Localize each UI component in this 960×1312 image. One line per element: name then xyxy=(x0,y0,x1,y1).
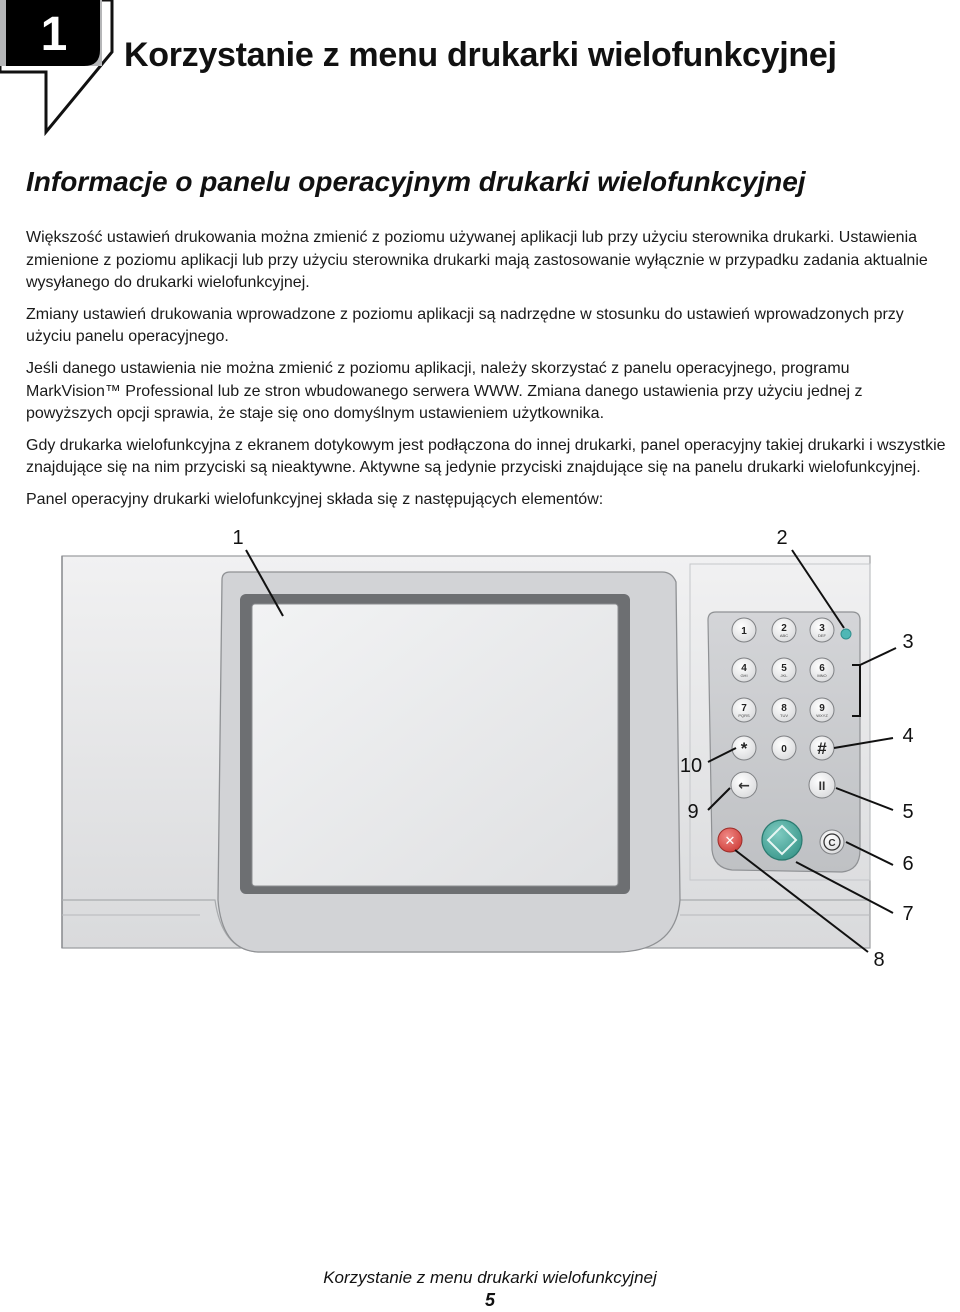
keypad-key-digit: 8 xyxy=(781,703,787,714)
start-button[interactable] xyxy=(762,820,802,860)
callout-2: 2 xyxy=(776,527,788,549)
keypad-key[interactable] xyxy=(732,698,756,722)
paragraph: Panel operacyjny drukarki wielofunkcyjnej składa się z następujących elementów: xyxy=(26,490,604,508)
stop-icon: ✕ xyxy=(724,834,736,849)
chapter-badge xyxy=(0,0,130,140)
callout-10: 10 xyxy=(679,755,703,777)
keypad-key-digit: 2 xyxy=(781,623,787,634)
keypad-key[interactable] xyxy=(732,658,756,682)
keypad-key-letters: TUV xyxy=(780,713,788,718)
callout-6: 6 xyxy=(902,853,914,875)
chapter-number: 1 xyxy=(40,8,68,61)
paragraph: Zmiany ustawień drukowania wprowadzone z poziomu aplikacji są nadrzędne w stosunku do ustawień wprowadzonych przy użyciu panelu operacyjnego. xyxy=(26,305,904,346)
keypad-key-letters: MNO xyxy=(817,673,827,678)
keypad-key-digit: 3 xyxy=(819,623,825,634)
keypad-key[interactable] xyxy=(810,698,834,722)
keypad-key[interactable] xyxy=(810,618,834,642)
keypad-key[interactable] xyxy=(810,736,834,760)
callout-3: 3 xyxy=(902,631,914,653)
keypad-key[interactable] xyxy=(772,736,796,760)
keypad-key-digit: * xyxy=(740,739,748,758)
pause-icon: II xyxy=(818,779,826,793)
paragraph: Większość ustawień drukowania można zmienić z poziomu używanej aplikacji lub przy użyciu sterownika drukarki. Ustawienia zmienione z poziomu aplikacji lub przy użyciu sterownika drukarki mają zastosowanie wyłącznie w przypadku zadania aktualnie wysyłanego do drukarki wielofunkcyjnej. xyxy=(26,229,928,292)
section-heading: Informacje o panelu operacyjnym drukarki wielofunkcyjnej xyxy=(26,166,806,197)
keypad-key-letters: JKL xyxy=(780,673,788,678)
pause-button[interactable] xyxy=(809,772,835,798)
keypad-key-digit: 0 xyxy=(781,744,787,755)
keypad-key-letters: WXYZ xyxy=(816,713,828,718)
chapter-title: Korzystanie z menu drukarki wielofunkcyjnej xyxy=(124,36,837,74)
indicator-light xyxy=(841,629,851,639)
keypad-key-letters: DEF xyxy=(818,633,826,638)
paragraph: Jeśli danego ustawienia nie można zmienić z poziomu aplikacji, należy skorzystać z panelu operacyjnego, programu MarkVision™ Professional lub ze stron wbudowanego serwera WWW. Zmiana danego ustawienia przy użyciu jednej z powyższych opcji sprawia, że staje się ono domyślnym ustawieniem użytkownika. xyxy=(26,359,863,423)
keypad-key-digit: 5 xyxy=(781,663,787,674)
body-text xyxy=(26,227,946,521)
page-number: 5 xyxy=(484,1290,495,1310)
backspace-icon: ← xyxy=(738,778,750,794)
callout-5: 5 xyxy=(902,801,914,823)
backspace-button[interactable] xyxy=(731,772,757,798)
keypad-key[interactable] xyxy=(732,618,756,642)
stop-button[interactable] xyxy=(718,828,742,852)
footer-title: Korzystanie z menu drukarki wielofunkcyjnej xyxy=(323,1268,657,1287)
callout-9: 9 xyxy=(687,801,699,823)
keypad-key-letters: ABC xyxy=(779,633,789,638)
keypad-key[interactable] xyxy=(772,658,796,682)
keypad-key-digit: 4 xyxy=(741,663,747,674)
callout-8: 8 xyxy=(873,949,885,971)
keypad-key-digit: 6 xyxy=(819,663,825,674)
callout-7: 7 xyxy=(902,903,914,925)
keypad-key[interactable] xyxy=(772,618,796,642)
control-panel-figure xyxy=(0,520,960,980)
control-panel-illustration xyxy=(0,520,960,980)
callout-1: 1 xyxy=(232,527,244,549)
callout-4: 4 xyxy=(902,725,914,747)
keypad-key[interactable] xyxy=(810,658,834,682)
keypad-key-digit: 7 xyxy=(741,703,747,714)
keypad-key[interactable] xyxy=(772,698,796,722)
keypad-key-digit: 1 xyxy=(741,626,747,637)
clear-icon: C xyxy=(828,838,836,849)
keypad-key-letters: PQRS xyxy=(738,713,750,718)
touch-screen[interactable] xyxy=(218,572,680,952)
keypad-key-digit: 9 xyxy=(819,703,825,714)
keypad-key-letters: GHI xyxy=(740,673,748,678)
keypad-key-digit: # xyxy=(817,739,827,758)
paragraph: Gdy drukarka wielofunkcyjna z ekranem dotykowym jest podłączona do innej drukarki, panel operacyjny takiej drukarki i wszystkie znajdujące się na nim przyciski są nieaktywne. Aktywne są jedynie przyciski znajdujące się na panelu drukarki wielofunkcyjnej. xyxy=(26,436,946,477)
clear-all-button[interactable] xyxy=(820,830,844,854)
